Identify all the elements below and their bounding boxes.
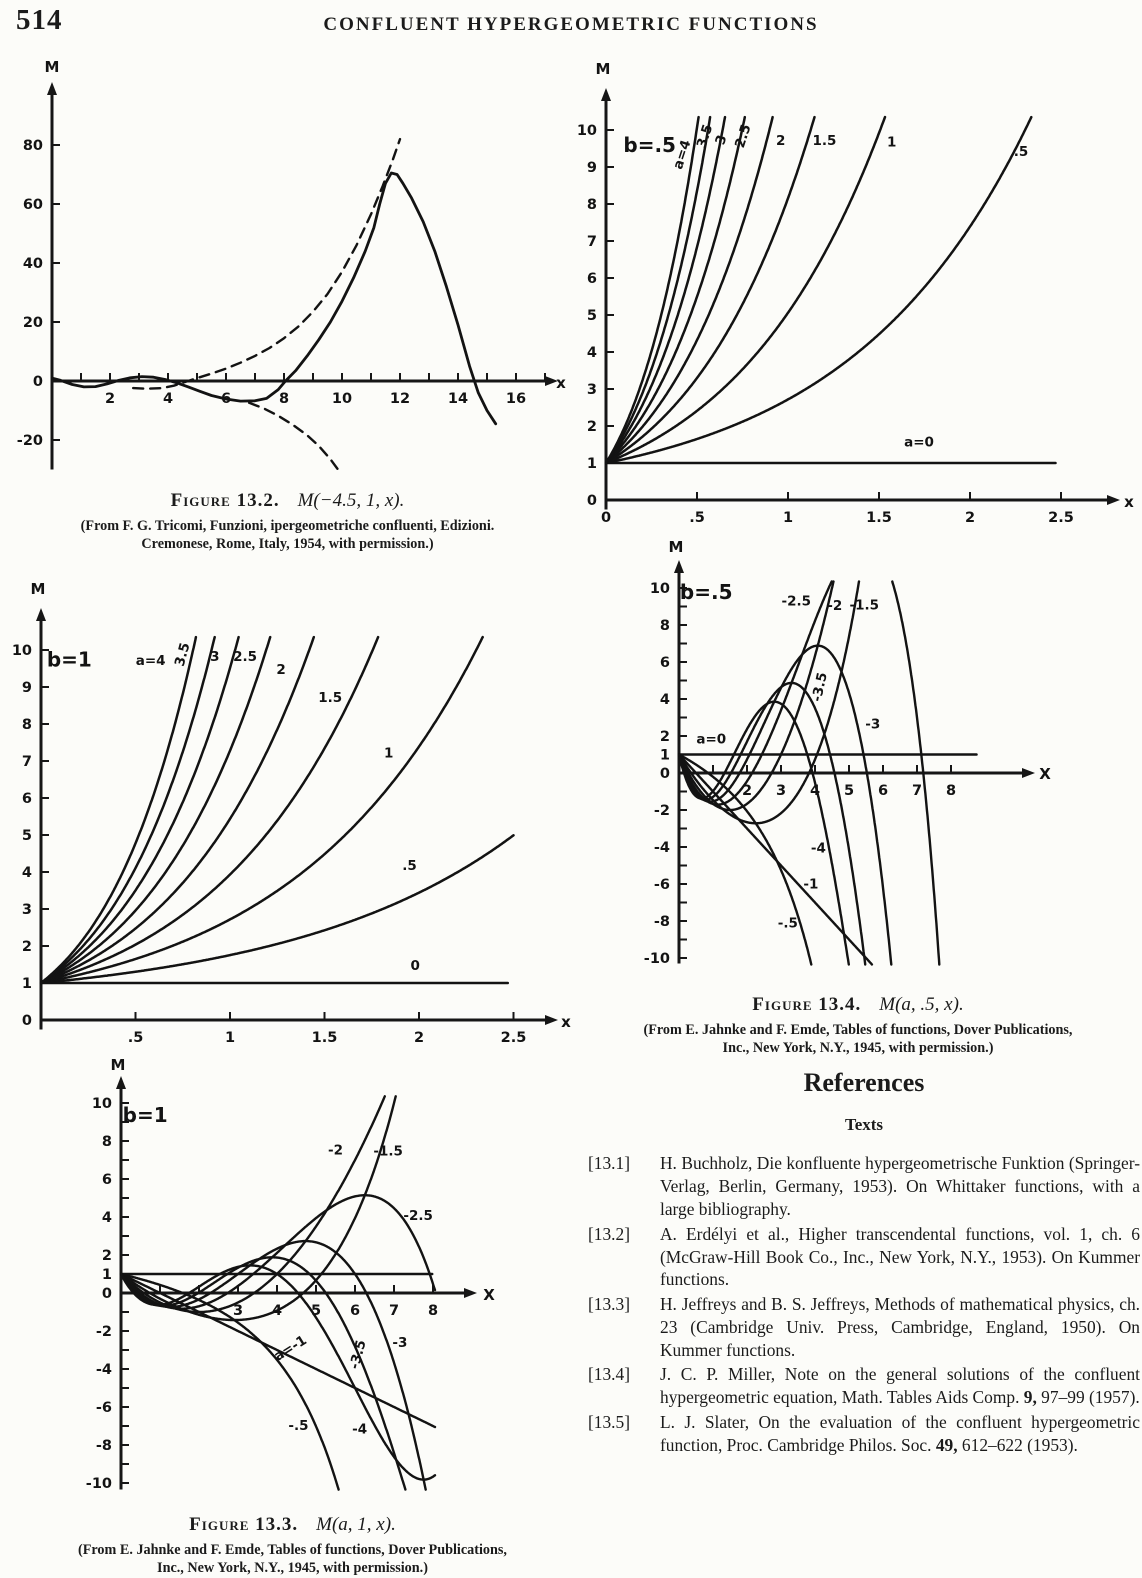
figure-13-3-caption bbox=[20, 1514, 565, 1578]
figure-13-3-source-line-2: Inc., New York, N.Y., 1945, with permission.) bbox=[157, 1559, 428, 1576]
figure-13-3-label: Figure 13.3. bbox=[189, 1514, 299, 1535]
reference-entry bbox=[588, 1363, 1140, 1409]
x-tick-label: 10 bbox=[331, 391, 353, 407]
plot-b-1-positive-a bbox=[5, 582, 570, 1060]
curve-label: -1.5 bbox=[849, 597, 880, 614]
parameter-label: b=1 bbox=[122, 1103, 168, 1127]
y-tick-label: 2 bbox=[586, 419, 597, 435]
curve-label: 1.5 bbox=[812, 132, 837, 149]
x-tick-label: 8 bbox=[278, 391, 290, 407]
y-tick-label: 0 bbox=[21, 1013, 32, 1029]
x-tick-label: 1 bbox=[224, 1030, 236, 1046]
y-tick-label: 8 bbox=[101, 1134, 112, 1150]
curve-label: a=0 bbox=[696, 731, 727, 748]
page-number: 514 bbox=[16, 4, 63, 36]
plot-b-0-5-positive-a bbox=[575, 62, 1141, 540]
curve-a=3.5 bbox=[41, 637, 215, 983]
figure-13-4-label: Figure 13.4. bbox=[752, 994, 862, 1015]
reference-entry bbox=[588, 1152, 1140, 1220]
x-tick-label: 5 bbox=[843, 783, 855, 799]
y-tick-label: 2 bbox=[659, 729, 670, 745]
figure-13-2-caption bbox=[15, 490, 560, 554]
curve-a=4 bbox=[41, 637, 196, 983]
x-tick-label: 16 bbox=[505, 391, 527, 407]
axis-letter-label: X bbox=[483, 1286, 495, 1304]
x-tick-label: 2.5 bbox=[500, 1030, 527, 1046]
curve-label: 2.5 bbox=[731, 122, 755, 151]
x-tick-label: 3 bbox=[775, 783, 787, 799]
y-tick-label: 20 bbox=[22, 315, 43, 331]
x-tick-label: 12 bbox=[389, 391, 411, 407]
reference-number: [13.5] bbox=[588, 1412, 631, 1433]
reference-entry bbox=[588, 1223, 1140, 1291]
figure-13-3-source-line-1: (From E. Jahnke and F. Emde, Tables of functions, Dover Publications, bbox=[78, 1542, 507, 1558]
figure-13-2-caption-line bbox=[15, 490, 560, 512]
y-tick-label: 8 bbox=[21, 717, 32, 733]
y-tick-label: 0 bbox=[586, 493, 597, 509]
figure-13-3-formula: M(a, 1, x). bbox=[316, 1514, 396, 1535]
x-axis-arrow bbox=[1107, 495, 1120, 505]
x-axis-arrow bbox=[1022, 768, 1035, 778]
reference-text: 9, bbox=[1023, 1387, 1037, 1408]
y-axis-arrow bbox=[47, 82, 57, 95]
reference-text: 612–622 (1953). bbox=[957, 1434, 1078, 1455]
y-tick-label: -2 bbox=[653, 803, 670, 819]
y-tick-label: -6 bbox=[95, 1400, 112, 1416]
parameter-label: b=.5 bbox=[623, 133, 676, 158]
curve-label: 1.5 bbox=[318, 689, 343, 706]
reference-text: L. J. Slater, On the evaluation of the confluent hypergeometric function, Proc. Cambridge Philos. Soc. bbox=[660, 1412, 1140, 1455]
curve-label: -2 bbox=[827, 598, 843, 615]
curve-label: -.5 bbox=[777, 915, 798, 932]
x-tick-label: 0 bbox=[600, 510, 612, 526]
x-tick-label: 1.5 bbox=[866, 510, 892, 526]
x-axis-arrow bbox=[464, 1288, 477, 1298]
figure-13-2-source-line-2: Cremonese, Rome, Italy, 1954, with permission.) bbox=[141, 535, 434, 552]
figure-13-4-caption-line bbox=[578, 994, 1138, 1016]
reference-text: J. C. P. Miller, Note on the general solutions of the confluent hypergeometric equation, Math. Tables Aids Comp. bbox=[660, 1364, 1140, 1408]
curve-label: 3 bbox=[712, 132, 731, 147]
y-tick-label: 0 bbox=[101, 1286, 112, 1302]
references-title: References bbox=[803, 1068, 925, 1097]
x-tick-label: 1 bbox=[782, 510, 794, 526]
reference-text: A. Erdélyi et al., Higher transcendental functions, vol. 1, ch. 6 (McGraw-Hill Book Co., Inc., New York, N.Y., 1953). On Kummer functions. bbox=[660, 1223, 1140, 1290]
x-tick-label: 1.5 bbox=[311, 1030, 338, 1046]
x-tick-label: 6 bbox=[877, 783, 889, 799]
y-tick-label: 8 bbox=[659, 618, 670, 634]
y-tick-label: 7 bbox=[586, 234, 597, 250]
y-axis-arrow bbox=[116, 1076, 126, 1089]
curve-a=1 bbox=[41, 637, 483, 983]
x-tick-label: 4 bbox=[162, 391, 174, 407]
x-tick-label: .5 bbox=[127, 1030, 144, 1046]
y-tick-label: -10 bbox=[643, 951, 670, 967]
y-tick-label: 7 bbox=[21, 754, 32, 770]
curve-label: 2 bbox=[776, 132, 786, 149]
y-tick-label: 6 bbox=[586, 271, 597, 287]
curve-label: -4 bbox=[352, 1421, 368, 1438]
y-tick-label: -2 bbox=[95, 1324, 112, 1340]
curve-label: a=-1 bbox=[271, 1332, 310, 1365]
y-tick-label: -4 bbox=[653, 840, 670, 856]
references-section bbox=[588, 1066, 1140, 1459]
y-tick-label: 4 bbox=[586, 345, 597, 361]
figure-13-2-plot bbox=[10, 58, 566, 528]
parameter-label: b=1 bbox=[46, 647, 92, 672]
y-tick-label: 10 bbox=[91, 1096, 112, 1112]
curve-label: -2 bbox=[328, 1142, 343, 1159]
x-tick-label: 5 bbox=[310, 1303, 322, 1319]
curve-label: .5 bbox=[1013, 143, 1029, 160]
curve-label: 2.5 bbox=[233, 649, 258, 666]
figure-13-4-source-line-2: Inc., New York, N.Y., 1945, with permission.) bbox=[722, 1039, 994, 1056]
y-tick-label: 0 bbox=[659, 766, 670, 782]
curve-label: -.5 bbox=[288, 1417, 309, 1434]
y-tick-label: 1 bbox=[101, 1267, 112, 1283]
curve-M(-4.5,1,x) bbox=[52, 173, 496, 424]
axis-letter-label: x bbox=[561, 1013, 571, 1031]
curve-asymptote-lower bbox=[249, 403, 339, 471]
x-tick-label: 8 bbox=[427, 1303, 439, 1319]
y-tick-label: -10 bbox=[85, 1476, 112, 1492]
axis-letter-label: M bbox=[30, 580, 46, 598]
y-tick-label: 4 bbox=[101, 1210, 112, 1226]
y-tick-label: 60 bbox=[22, 197, 43, 213]
figure-13-4-source-line-1: (From E. Jahnke and F. Emde, Tables of functions, Dover Publications, bbox=[643, 1022, 1073, 1038]
page-title: CONFLUENT HYPERGEOMETRIC FUNCTIONS bbox=[323, 14, 819, 35]
axis-letter-label: X bbox=[1039, 765, 1051, 783]
y-axis-arrow bbox=[36, 608, 46, 621]
references-list bbox=[588, 1152, 1140, 1456]
axis-letter-label: M bbox=[595, 60, 611, 78]
curve-label: 1 bbox=[384, 745, 394, 762]
y-tick-label: 3 bbox=[586, 382, 597, 398]
y-tick-label: 10 bbox=[11, 643, 32, 659]
curve-label: 0 bbox=[410, 958, 420, 975]
y-tick-label: 6 bbox=[101, 1172, 112, 1188]
curve-a=2 bbox=[41, 637, 314, 983]
y-tick-label: 6 bbox=[21, 791, 32, 807]
y-tick-label: 9 bbox=[586, 160, 597, 176]
y-tick-label: 4 bbox=[21, 865, 32, 881]
curve-label: a=4 bbox=[670, 138, 695, 172]
y-tick-label: 10 bbox=[649, 581, 670, 597]
curve-label: a=0 bbox=[904, 434, 934, 451]
y-tick-label: 10 bbox=[576, 123, 597, 139]
reference-text: 97–99 (1957). bbox=[1036, 1387, 1140, 1408]
y-tick-label: 5 bbox=[21, 828, 32, 844]
x-tick-label: 3 bbox=[232, 1303, 244, 1319]
curve-a=-2 bbox=[121, 1096, 385, 1312]
figure-13-3-caption-line bbox=[20, 1514, 565, 1536]
figure-13-2-formula: M(−4.5, 1, x). bbox=[297, 490, 405, 511]
y-axis-arrow bbox=[674, 560, 684, 573]
curve-label: -1.5 bbox=[373, 1143, 403, 1160]
curve-label: -3 bbox=[865, 716, 881, 733]
x-tick-label: 4 bbox=[271, 1303, 283, 1319]
y-axis-arrow bbox=[601, 88, 611, 101]
figure-13-3-plot bbox=[62, 1056, 570, 1517]
y-tick-label: -8 bbox=[95, 1438, 112, 1454]
x-tick-label: 7 bbox=[388, 1303, 400, 1319]
curve-label: -2.5 bbox=[781, 593, 812, 610]
x-tick-label: 6 bbox=[220, 391, 232, 407]
y-tick-label: -6 bbox=[653, 877, 670, 893]
y-tick-label: 80 bbox=[22, 138, 43, 154]
curve-a=1 bbox=[606, 117, 885, 463]
figure-13-2-source-line-1: (From F. G. Tricomi, Funzioni, ipergeometriche confluenti, Edizioni. bbox=[80, 518, 495, 534]
reference-entry bbox=[588, 1293, 1140, 1361]
curve-a=3 bbox=[606, 117, 725, 463]
curve-a=1.5 bbox=[606, 117, 815, 463]
curve-label: 3.5 bbox=[171, 640, 194, 669]
reference-entry bbox=[588, 1411, 1140, 1457]
reference-text: H. Jeffreys and B. S. Jeffreys, Methods of mathematical physics, ch. 23 (Cambridge Univ. Press, Cambridge, England, 1950). On Kummer functions. bbox=[660, 1294, 1140, 1360]
x-tick-label: 6 bbox=[349, 1303, 361, 1319]
axis-letter-label: M bbox=[668, 538, 684, 556]
y-tick-label: 9 bbox=[21, 680, 32, 696]
y-tick-label: 1 bbox=[586, 456, 597, 472]
x-tick-label: 2 bbox=[741, 783, 753, 799]
x-tick-label: 2.5 bbox=[1048, 510, 1074, 526]
y-tick-label: 8 bbox=[586, 197, 597, 213]
y-tick-label: 4 bbox=[659, 692, 670, 708]
y-tick-label: 2 bbox=[21, 939, 32, 955]
y-tick-label: 40 bbox=[22, 256, 43, 272]
x-tick-label: .5 bbox=[689, 510, 705, 526]
reference-text: H. Buchholz, Die konfluente hypergeometrische Funktion (Springer-Verlag, Berlin, Germany, 1953). On Whittaker functions, with a large bibliography. bbox=[660, 1153, 1140, 1219]
references-subtitle: Texts bbox=[844, 1115, 884, 1135]
curve-label: -3.5 bbox=[809, 670, 831, 704]
reference-number: [13.2] bbox=[588, 1223, 631, 1244]
figure-13-2-label: Figure 13.2. bbox=[170, 490, 280, 511]
curve-label: 3 bbox=[210, 649, 220, 666]
x-tick-label: 2 bbox=[104, 391, 116, 407]
x-tick-label: 7 bbox=[911, 783, 923, 799]
y-tick-label: 5 bbox=[586, 308, 597, 324]
curve-label: .5 bbox=[402, 858, 417, 875]
x-tick-label: 4 bbox=[809, 783, 821, 799]
x-tick-label: 8 bbox=[945, 783, 957, 799]
curve-label: -1 bbox=[803, 876, 819, 893]
curve-a=-3.5 bbox=[679, 683, 865, 965]
figure-13-4-plot bbox=[580, 538, 1085, 992]
axis-letter-label: M bbox=[110, 1056, 126, 1074]
curve-label: -4 bbox=[810, 840, 826, 857]
y-tick-label: 6 bbox=[659, 655, 670, 671]
curve-label: 3.5 bbox=[693, 122, 717, 151]
y-tick-label: 3 bbox=[21, 902, 32, 918]
reference-number: [13.1] bbox=[588, 1153, 631, 1174]
x-tick-label: 2 bbox=[413, 1030, 425, 1046]
y-tick-label: -20 bbox=[16, 433, 43, 449]
reference-text: 49, bbox=[935, 1434, 958, 1455]
curve-label: -3 bbox=[392, 1335, 408, 1352]
curve-label: 2 bbox=[276, 662, 286, 679]
axis-letter-label: M bbox=[44, 58, 60, 76]
curve-label: a=4 bbox=[135, 652, 166, 669]
x-axis-arrow bbox=[545, 1015, 558, 1025]
figure-13-4-caption bbox=[578, 994, 1138, 1058]
figure-13-4-formula: M(a, .5, x). bbox=[879, 994, 964, 1015]
reference-number: [13.4] bbox=[588, 1364, 631, 1385]
curve-label: -3.5 bbox=[346, 1338, 370, 1371]
y-tick-label: -4 bbox=[95, 1362, 112, 1378]
y-tick-label: 1 bbox=[659, 747, 670, 764]
axis-letter-label: x bbox=[556, 374, 566, 392]
curve-label: 1 bbox=[887, 134, 897, 151]
x-tick-label: 14 bbox=[447, 391, 469, 407]
curve-label: -2.5 bbox=[403, 1207, 433, 1224]
x-tick-label: 2 bbox=[964, 510, 976, 526]
axis-letter-label: x bbox=[1124, 493, 1134, 511]
y-tick-label: -8 bbox=[653, 914, 670, 930]
reference-number: [13.3] bbox=[588, 1294, 631, 1315]
y-tick-label: 0 bbox=[32, 374, 43, 390]
parameter-label: b=.5 bbox=[679, 580, 733, 605]
y-tick-label: 1 bbox=[21, 976, 32, 992]
curve-a=3.5 bbox=[606, 117, 710, 463]
y-tick-label: 2 bbox=[101, 1248, 112, 1264]
